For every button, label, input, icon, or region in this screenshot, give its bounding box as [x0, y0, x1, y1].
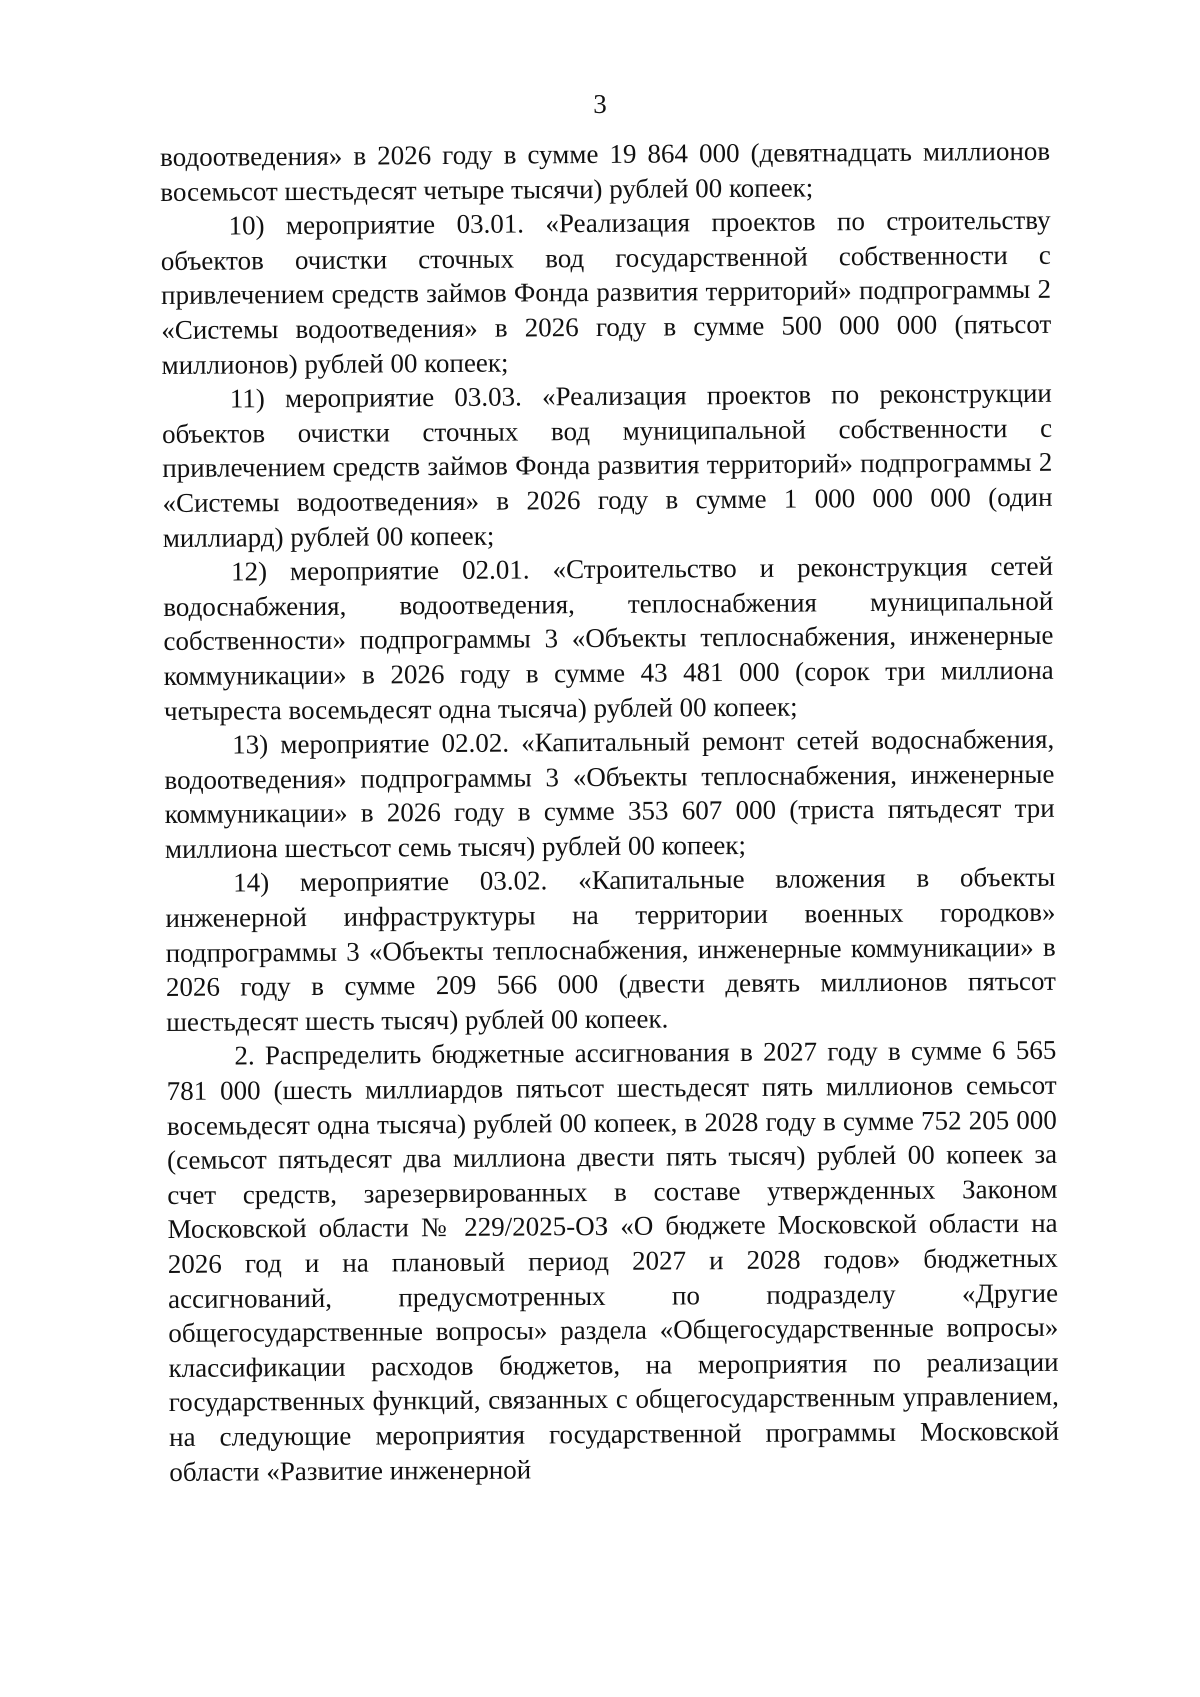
document-body [160, 134, 1059, 1489]
paragraph-clause-2: 2. Распределить бюджетные ассигнования в 2027 году в сумме 6 565 781 000 (шесть миллиардов пятьсот шестьдесят пять миллионов семьсот восемьдесят одна тысяча) рублей 00 копеек, в 2028 году в сумме 752 205 000 (семьсот пятьдесят два миллиона двести пять тысяч) рублей 00 копеек за счет средств, зарезервированных в составе утвержденных Законом Московской области № 229/2025-ОЗ «О бюджете Московской области на 2026 год и на плановый период 2027 и 2028 годов» бюджетных ассигнований, предусмотренных по подразделу «Другие общегосударственные вопросы» раздела «Общегосударственные вопросы» классификации расходов бюджетов, на мероприятия по реализации государственных функций, связанных с общегосударственным управлением, на следующие мероприятия государственной программы Московской области «Развитие инженерной [166, 1035, 1060, 1487]
page-number: 3 [593, 89, 607, 119]
paragraph-item-12: 12) мероприятие 02.01. «Строительство и реконструкция сетей водоснабжения, водоотведения, теплоснабжения муниципальной собственности» подпрограммы 3 «Объекты теплоснабжения, инженерные коммуникации» в 2026 году в сумме 43 481 000 (сорок три миллиона четыреста восемьдесят одна тысяча) рублей 00 копеек; [163, 550, 1054, 726]
paragraph-item-13: 13) мероприятие 02.02. «Капитальный ремонт сетей водоснабжения, водоотведения» подпрограммы 3 «Объекты теплоснабжения, инженерные коммуникации» в 2026 году в сумме 353 607 000 (триста пятьдесят три миллиона шестьсот семь тысяч) рублей 00 копеек; [164, 723, 1055, 864]
paragraph-item-10: 10) мероприятие 03.01. «Реализация проектов по строительству объектов очистки сточных вод государственной собственности с привлечением средств займов Фонда развития территорий» подпрограммы 2 «Системы водоотведения» в 2026 году в сумме 500 000 000 (пятьсот миллионов) рублей 00 копеек; [160, 204, 1052, 380]
paragraph-item-14: 14) мероприятие 03.02. «Капитальные вложения в объекты инженерной инфраструктуры на территории военных городков» подпрограммы 3 «Объекты теплоснабжения, инженерные коммуникации» в 2026 году в сумме 209 566 000 (двести девять миллионов пятьсот шестьдесят шесть тысяч) рублей 00 копеек. [165, 862, 1056, 1037]
paragraph-item-11: 11) мероприятие 03.03. «Реализация проектов по реконструкции объектов очистки сточных вод муниципальной собственности с привлечением средств займов Фонда развития территорий» подпрограммы 2 «Системы водоотведения» в 2026 году в сумме 1 000 000 000 (один миллиард) рублей 00 копеек; [161, 377, 1053, 553]
paragraph-continuation: водоотведения» в 2026 году в сумме 19 864 000 (девятнадцать миллионов восемьсот шестьдесят четыре тысячи) рублей 00 копеек; [160, 135, 1051, 207]
